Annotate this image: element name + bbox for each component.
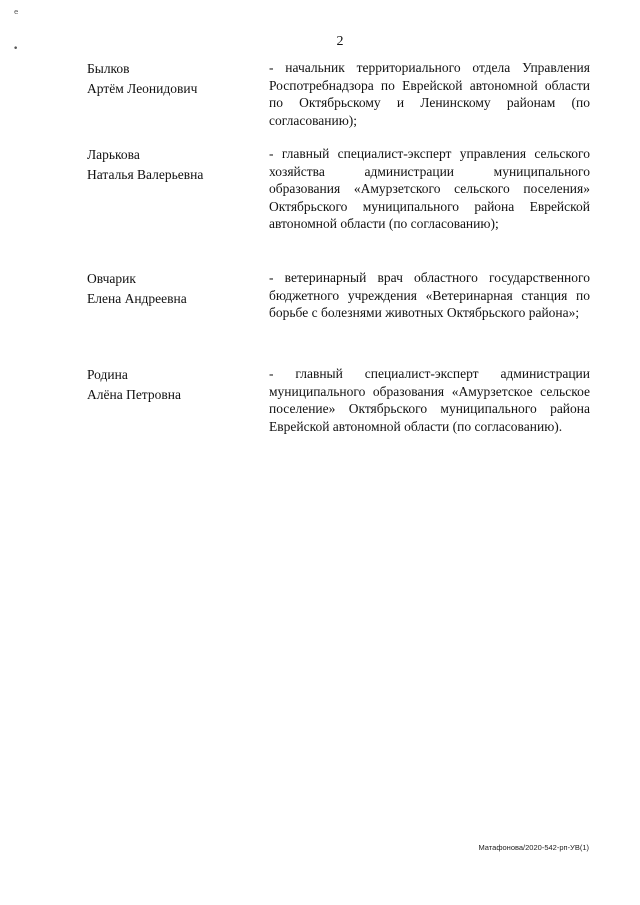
scan-dot-mark: •: [13, 44, 19, 54]
document-reference: Матафонова/2020-542-рп-УВ(1): [478, 843, 589, 852]
member-given-names: Елена Андреевна: [87, 290, 187, 306]
member-role: - начальник территориального отдела Управления Роспотребнадзора по Еврейской автономной области по Октябрьскому и Ленинскому районам (по согласованию);: [269, 60, 590, 128]
member-surname: Былков: [87, 61, 130, 76]
member-role: - главный специалист-эксперт администрации муниципального образования «Амурзетское сельское поселение» Октябрьского муниципального района Еврейской автономной области (по согласованию).: [269, 366, 590, 434]
scan-mark: e: [14, 8, 19, 16]
member-name: [87, 145, 257, 184]
member-given-names: Артём Леонидович: [87, 80, 198, 96]
member-name: [87, 365, 257, 404]
member-name: [87, 269, 257, 308]
member-surname: Родина: [87, 367, 128, 382]
member-given-names: Алёна Петровна: [87, 386, 181, 402]
page-number: 2: [336, 34, 344, 49]
member-surname: Овчарик: [87, 271, 136, 286]
member-role: - ветеринарный врач областного государственного бюджетного учреждения «Ветеринарная станция по борьбе с болезнями животных Октябрьского района»;: [269, 270, 590, 321]
member-surname: Ларькова: [87, 147, 140, 162]
member-name: [87, 59, 257, 98]
member-role: - главный специалист-эксперт управления сельского хозяйства администрации муниципального образования «Амурзетского сельского поселения» Октябрьского муниципального района Еврейской автономной области (по согласованию);: [269, 146, 590, 232]
member-given-names: Наталья Валерьевна: [87, 166, 204, 182]
